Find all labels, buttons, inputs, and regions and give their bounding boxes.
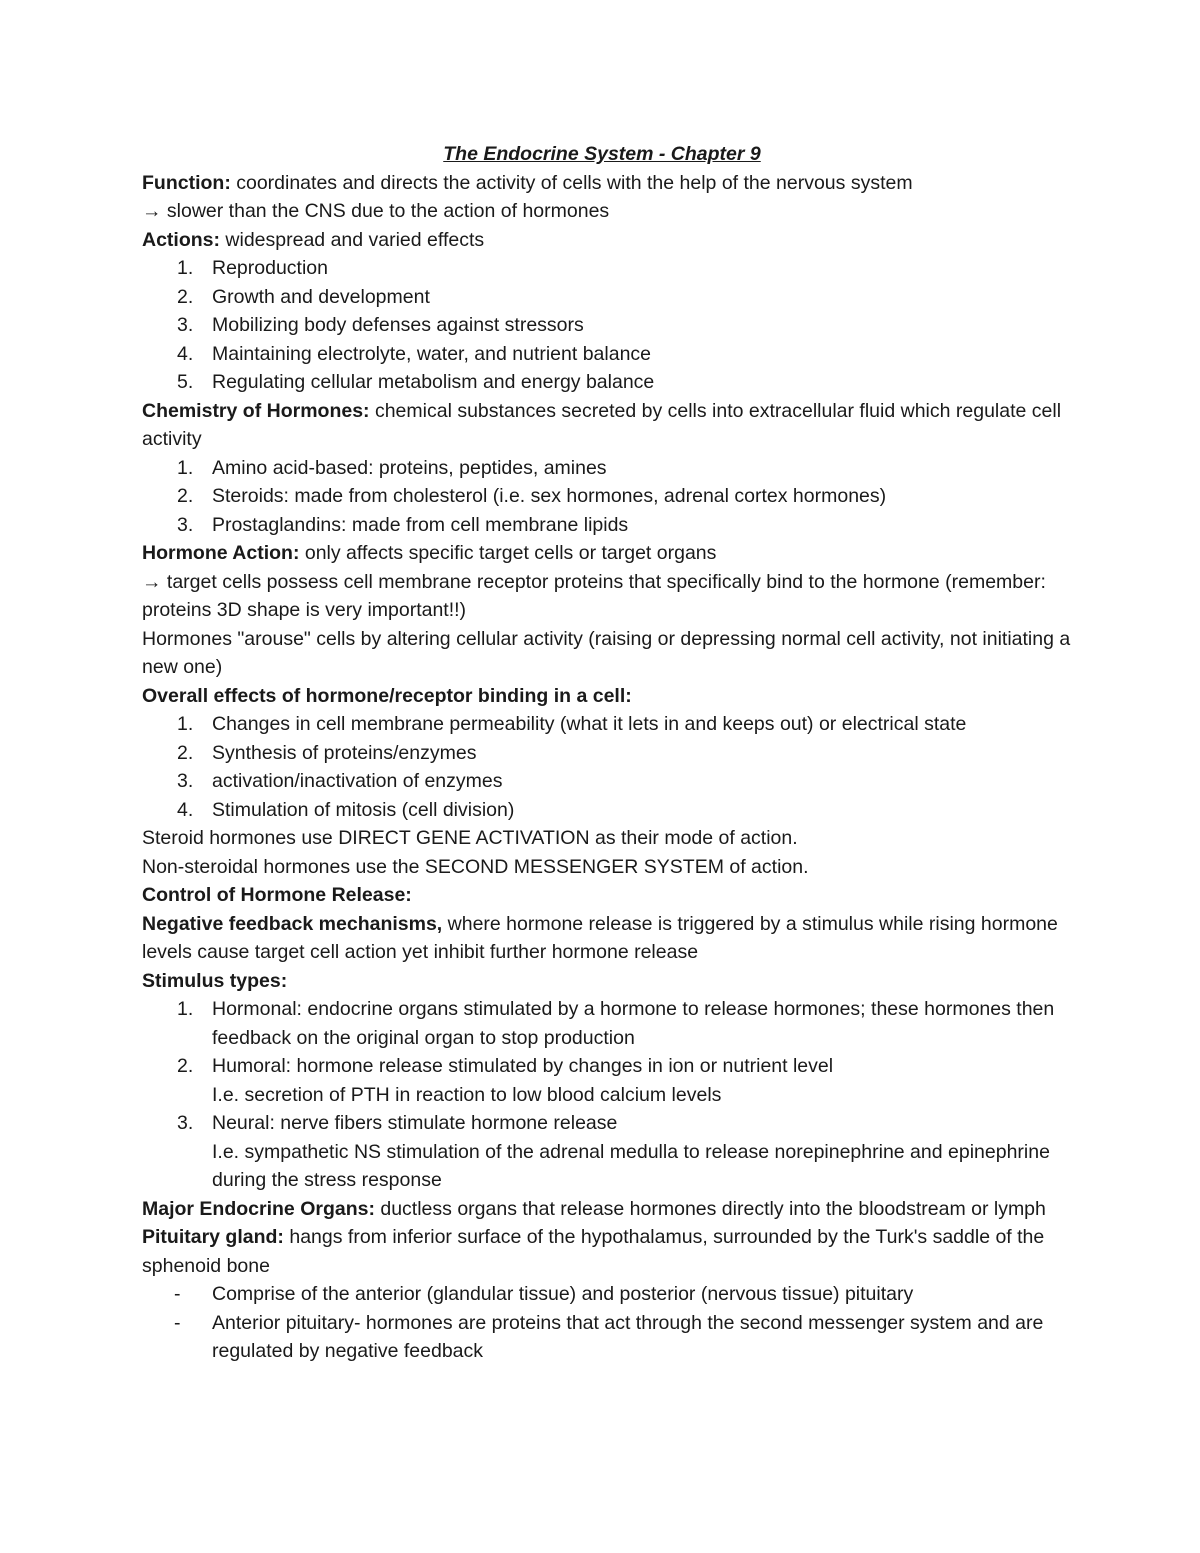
stimulus-heading: Stimulus types: (142, 969, 288, 992)
list-number: 2. (177, 1055, 194, 1077)
nonsteroid-paragraph: Non-steroidal hormones use the SECOND MESSENGER SYSTEM of action. (142, 855, 809, 878)
list-item-text: Stimulation of mitosis (cell division) (212, 798, 515, 821)
list-number: 4. (177, 798, 194, 821)
list-number: 5. (177, 371, 194, 393)
list-item-text: Steroids: made from cholesterol (i.e. sex hormones, adrenal cortex hormones) (212, 485, 887, 507)
chemistry-list (142, 454, 1072, 540)
list-item (142, 995, 1072, 1052)
negative-feedback-text: where hormone release is triggered by a stimulus while rising hormone levels cause target cell action yet inhibit further hormone release (142, 912, 1058, 963)
list-item-text: Reproduction (212, 257, 328, 279)
list-number: 1. (177, 456, 194, 479)
actions-paragraph (142, 226, 1072, 255)
list-item (142, 739, 1072, 768)
list-item (142, 710, 1072, 739)
control-heading: Control of Hormone Release: (142, 884, 412, 906)
list-bullet: - (174, 1283, 181, 1305)
pituitary-label: Pituitary gland: (142, 1226, 284, 1248)
function-paragraph (142, 169, 1072, 198)
list-item-text: Regulating cellular metabolism and energy balance (212, 371, 655, 393)
list-item (142, 340, 1072, 369)
list-item-example: I.e. secretion of PTH in reaction to low blood calcium levels (212, 1083, 722, 1106)
list-item-text: Amino acid-based: proteins, peptides, amines (212, 456, 607, 479)
list-item-text: Mobilizing body defenses against stressors (212, 314, 584, 336)
function-note: → slower than the CNS due to the action of hormones (142, 200, 610, 222)
chemistry-paragraph (142, 397, 1072, 454)
list-item-text: Neural: nerve fibers stimulate hormone release (212, 1112, 618, 1134)
chemistry-text: chemical substances secreted by cells into extracellular fluid which regulate cell activity (142, 399, 1062, 450)
list-item-text: activation/inactivation of enzymes (212, 770, 503, 792)
list-item-text: Hormonal: endocrine organs stimulated by a hormone to release hormones; these hormones then feedback on the original organ to stop production (212, 998, 1055, 1049)
stimulus-list (142, 995, 1072, 1195)
list-number: 1. (177, 713, 194, 735)
list-number: 3. (177, 513, 194, 536)
list-item (142, 254, 1072, 283)
list-item (142, 1109, 1072, 1195)
major-organs-paragraph (142, 1195, 1072, 1224)
list-number: 3. (177, 1112, 194, 1134)
negative-feedback-paragraph (142, 910, 1072, 967)
list-number: 3. (177, 770, 194, 792)
document-body (142, 140, 1072, 1366)
steroid-paragraph: Steroid hormones use DIRECT GENE ACTIVATION as their mode of action. (142, 827, 798, 849)
list-item (142, 454, 1072, 483)
list-item-text: Synthesis of proteins/enzymes (212, 741, 477, 764)
function-label: Function: (142, 171, 231, 194)
page-title: The Endocrine System - Chapter 9 (443, 143, 761, 165)
list-item (142, 796, 1072, 825)
list-item-example: I.e. sympathetic NS stimulation of the adrenal medulla to release norepinephrine and epinephrine during the stress response (212, 1140, 1050, 1191)
list-item-text: Humoral: hormone release stimulated by changes in ion or nutrient level (212, 1055, 834, 1077)
major-organs-text: ductless organs that release hormones directly into the bloodstream or lymph (374, 1197, 1046, 1220)
list-number: 4. (177, 342, 194, 365)
negative-feedback-label: Negative feedback mechanisms, (142, 912, 443, 935)
list-item (142, 1309, 1072, 1366)
list-item (142, 511, 1072, 540)
actions-list (142, 254, 1072, 397)
list-bullet: - (174, 1311, 181, 1334)
overall-effects-list (142, 710, 1072, 824)
list-item (142, 482, 1072, 511)
actions-label: Actions: (142, 228, 220, 251)
list-item-text: Maintaining electrolyte, water, and nutrient balance (212, 342, 652, 365)
list-item-text: Prostaglandins: made from cell membrane lipids (212, 513, 629, 536)
pituitary-text: hangs from inferior surface of the hypothalamus, surrounded by the Turk's saddle of the sphenoid bone (142, 1226, 1045, 1277)
pituitary-paragraph (142, 1223, 1072, 1280)
hormone-action-label: Hormone Action: (142, 542, 300, 564)
list-item (142, 767, 1072, 796)
pituitary-list (142, 1280, 1072, 1366)
list-number: 2. (177, 741, 194, 764)
overall-effects-heading: Overall effects of hormone/receptor binding in a cell: (142, 684, 632, 707)
list-item-text: Comprise of the anterior (glandular tissue) and posterior (nervous tissue) pituitary (212, 1283, 914, 1305)
list-item (142, 368, 1072, 397)
list-number: 2. (177, 285, 194, 308)
list-item (142, 283, 1072, 312)
major-organs-label: Major Endocrine Organs: (142, 1197, 375, 1220)
chemistry-label: Chemistry of Hormones: (142, 399, 370, 422)
list-item-text: Changes in cell membrane permeability (what it lets in and keeps out) or electrical state (212, 713, 967, 735)
list-item (142, 1052, 1072, 1109)
function-text: coordinates and directs the activity of cells with the help of the nervous system (230, 171, 913, 194)
list-item-text: Anterior pituitary- hormones are proteins that act through the second messenger system and are regulated by negative feedback (212, 1311, 1044, 1362)
list-item (142, 1280, 1072, 1309)
list-item (142, 311, 1072, 340)
hormone-action-note: → target cells possess cell membrane receptor proteins that specifically bind to the hormone (remember: proteins 3D shape is very important!!) (142, 570, 1046, 621)
list-item-text: Growth and development (212, 285, 430, 308)
list-number: 1. (177, 257, 194, 279)
hormone-action-text: only affects specific target cells or target organs (299, 542, 717, 564)
list-number: 1. (177, 998, 194, 1020)
actions-text: widespread and varied effects (220, 228, 485, 251)
list-number: 2. (177, 485, 194, 507)
list-number: 3. (177, 314, 194, 336)
hormone-action-paragraph (142, 539, 1072, 568)
arouse-paragraph: Hormones "arouse" cells by altering cellular activity (raising or depressing normal cell activity, not initiating a new one) (142, 627, 1071, 678)
